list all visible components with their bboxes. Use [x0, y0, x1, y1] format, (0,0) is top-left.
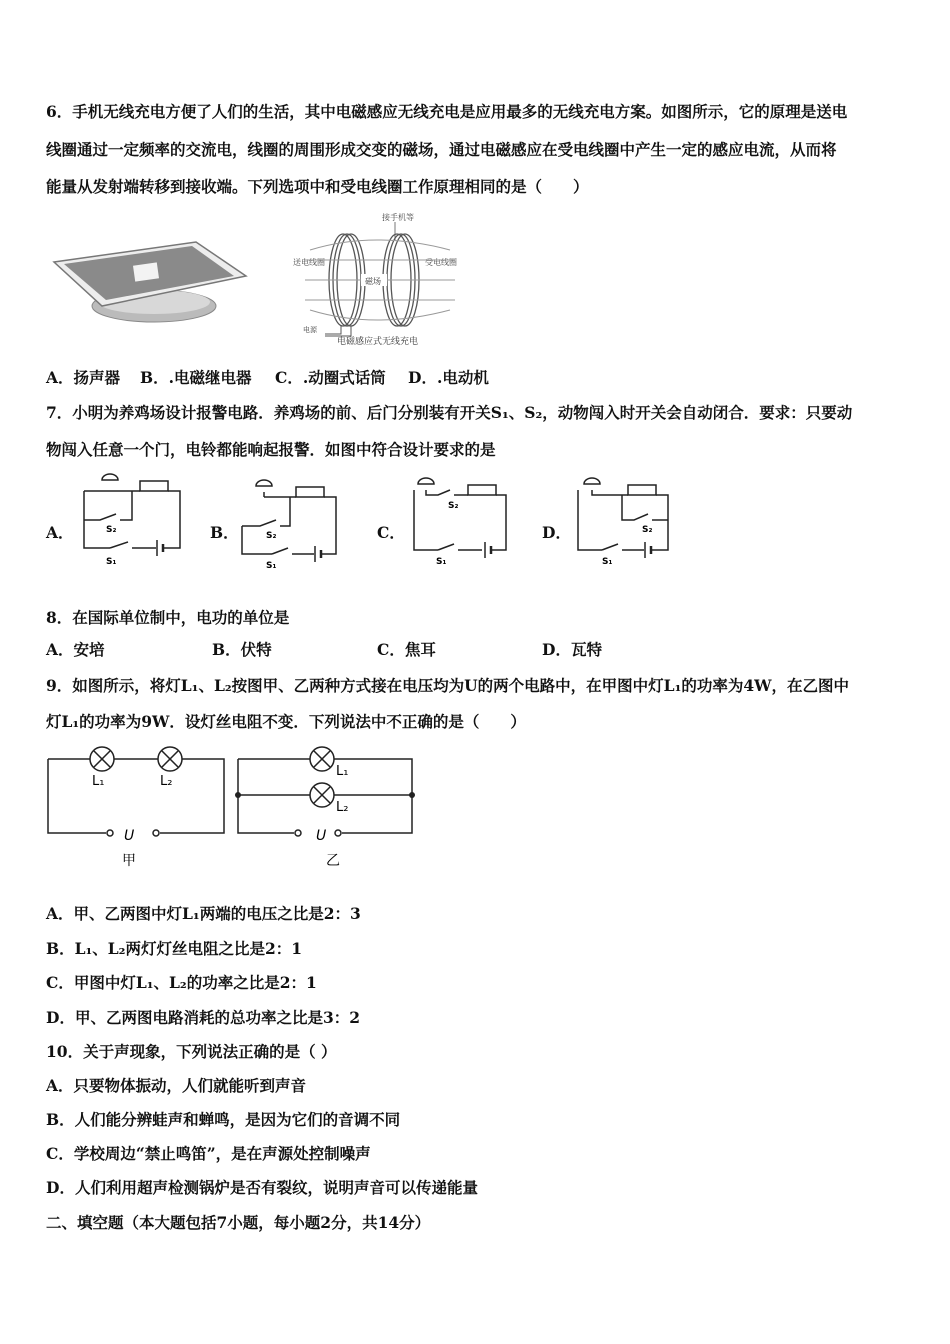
q7-label-c: C．	[377, 523, 405, 542]
q8-option-d: D．瓦特	[542, 640, 602, 659]
q6-option-d: D．.电动机	[408, 368, 489, 387]
wireless-charging-coil-diagram	[285, 210, 485, 350]
label-send-coil: 送电线圈	[293, 258, 325, 267]
q6-line-2: 线圈通过一定频率的交流电，线圈的周围形成交变的磁场，通过电磁感应在受电线圈中产生一定的感应电流，从而将	[46, 140, 837, 159]
q7-label-b: B．	[210, 523, 239, 542]
q9-option-d: D．甲、乙两图电路消耗的总功率之比是3：2	[46, 1008, 361, 1027]
q10-stem: 10．关于声现象，下列说法正确的是（ ）	[46, 1042, 337, 1061]
switch-s1-label: S₁	[106, 557, 117, 567]
phone-charging-image	[46, 236, 256, 332]
q10-option-d: D．人们利用超声检测锅炉是否有裂纹，说明声音可以传递能量	[46, 1178, 478, 1197]
q9-option-c: C．甲图中灯L₁、L₂的功率之比是2：1	[46, 973, 317, 992]
q7-label-a: A．	[46, 523, 74, 542]
label-phone: 接手机等	[382, 213, 414, 222]
label-magnetic-field: 磁场	[365, 277, 381, 286]
voltage-u-label: U	[124, 828, 135, 844]
circuit-jia	[44, 745, 230, 875]
switch-s1-label: S₁	[602, 557, 613, 567]
q7-line-2: 物闯入任意一个门，电铃都能响起报警．如图中符合设计要求的是	[46, 440, 496, 459]
q6-option-b: B．.电磁继电器	[140, 368, 252, 387]
voltage-u-label: U	[316, 828, 327, 844]
circuit-a	[72, 470, 192, 570]
lamp-l1-label: L₁	[336, 764, 349, 779]
q7-label-d: D．	[542, 523, 571, 542]
circuit-d	[568, 474, 688, 574]
switch-s2-label: S₂	[642, 525, 653, 535]
label-power: 电源	[303, 326, 317, 334]
section-2-heading: 二、填空题（本大题包括7小题，每小题2分，共14分）	[46, 1213, 431, 1232]
q6-line-3: 能量从发射端转移到接收端。下列选项中和受电线圈工作原理相同的是（ ）	[46, 177, 589, 196]
lamp-l2-label: L₂	[336, 800, 349, 815]
q9-option-b: B．L₁、L₂两灯灯丝电阻之比是2：1	[46, 939, 303, 958]
switch-s1-label: S₁	[266, 561, 277, 571]
switch-s1-label: S₁	[436, 557, 447, 567]
q10-option-c: C．学校周边“禁止鸣笛”，是在声源处控制噪声	[46, 1144, 371, 1163]
q7-line-1: 7．小明为养鸡场设计报警电路．养鸡场的前、后门分别装有开关S₁、S₂，动物闯入时开关会自动闭合．要求：只要动	[46, 403, 853, 422]
label-receive-coil: 受电线圈	[425, 258, 457, 267]
q8-option-c: C．焦耳	[377, 640, 436, 659]
q9-option-a: A．甲、乙两图中灯L₁两端的电压之比是2：3	[46, 904, 361, 923]
circuit-b	[236, 476, 356, 576]
q8-option-a: A．安培	[46, 640, 105, 659]
q9-line-2: 灯L₁的功率为9W．设灯丝电阻不变．下列说法中不正确的是（ ）	[46, 712, 526, 731]
figure-yi-label: 乙	[326, 853, 340, 869]
q8-option-b: B．伏特	[212, 640, 272, 659]
q9-line-1: 9．如图所示，将灯L₁、L₂按图甲、乙两种方式接在电压均为U的两个电路中，在甲图中灯L₁的功率为4W，在乙图中	[46, 676, 850, 695]
switch-s2-label: S₂	[448, 501, 459, 511]
q10-option-b: B．人们能分辨蛙声和蝉鸣，是因为它们的音调不同	[46, 1110, 401, 1129]
figure-caption: 电磁感应式无线充电	[337, 337, 419, 347]
q6-option-c: C．.动圈式话筒	[275, 368, 386, 387]
q6-line-1: 6．手机无线充电方便了人们的生活，其中电磁感应无线充电是应用最多的无线充电方案。如图所示，它的原理是送电	[46, 102, 848, 121]
switch-s2-label: S₂	[266, 531, 277, 541]
circuit-c	[402, 474, 522, 574]
q8-stem: 8．在国际单位制中，电功的单位是	[46, 608, 290, 627]
lamp-l2-label: L₂	[160, 774, 173, 789]
q10-option-a: A．只要物体振动，人们就能听到声音	[46, 1076, 307, 1095]
lamp-l1-label: L₁	[92, 774, 105, 789]
figure-jia-label: 甲	[122, 853, 136, 869]
switch-s2-label: S₂	[106, 525, 117, 535]
circuit-yi	[234, 745, 424, 875]
q6-option-a: A．扬声器	[46, 368, 121, 387]
